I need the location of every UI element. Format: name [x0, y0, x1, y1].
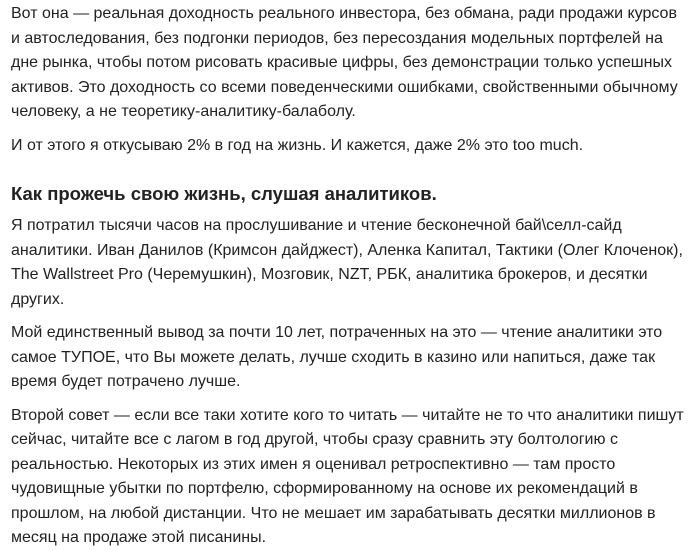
paragraph-second-advice: Второй совет — если все таки хотите кого то читать — читайте не то что аналитики пишут сейчас, читайте все с лагом в год другой, чтобы сразу сравнить эту болтологию с реальностью. Некоторых из этих имен я оценивал ретроспективно — там просто чудовищные убытки по портфелю, сформированному на основе их рекомендаций в прошлом, на любой дистанции. Что не мешает им зарабатывать десятки миллионов в месяц на продаже этой писанины. — [11, 406, 684, 546]
paragraph-withdrawal-rate: И от этого я откусываю 2% в год на жизнь. И кажется, даже 2% это too much. — [11, 136, 584, 154]
section-heading: Как прожечь свою жизнь, слушая аналитиков. — [11, 183, 437, 204]
article-body — [0, 2, 700, 551]
paragraph-analytics-sources: Я потратил тысячи часов на прослушивание и чтение бесконечной бай\селл-сайд аналитики. Иван Данилов (Кримсон дайджест), Аленка Капитал, Тактики (Олег Клоченок), The Wallstreet Pro (Черемушкин), Мозговик, NZT, РБК, аналитика брокеров, и десятки других. — [11, 217, 683, 308]
paragraph-real-return: Вот она — реальная доходность реального инвестора, без обмана, ради продажи курсов и автоследования, без подгонки периодов, без пересоздания модельных портфелей на дне рынка, чтобы потом рисовать красивые цифры, без демонстрации только успешных активов. Это доходность со всеми поведенческими ошибками, свойственными обычному человеку, а не теоретику-аналитику-балаболу. — [11, 5, 678, 120]
paragraph-conclusion: Мой единственный вывод за почти 10 лет, потраченных на это — чтение аналитики это самое ТУПОЕ, что Вы можете делать, лучше сходить в казино или напиться, даже так время будет потрачено лучше. — [11, 324, 663, 390]
